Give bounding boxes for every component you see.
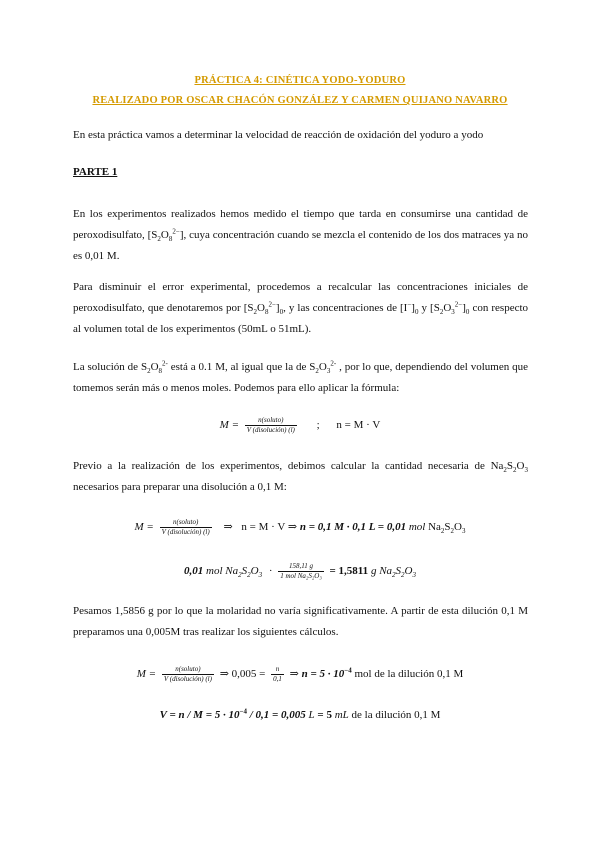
p2-text-e: y [S bbox=[418, 302, 440, 314]
equation-moles bbox=[0, 518, 600, 537]
eq3-species bbox=[225, 565, 263, 580]
eq5-l: L bbox=[308, 709, 315, 721]
p2-bracket-c: ] bbox=[462, 302, 466, 314]
p4-sub-c: 3 bbox=[524, 466, 528, 475]
p3-sub-d: 3 bbox=[326, 367, 331, 376]
document-authors: REALIZADO POR OSCAR CHACÓN GONZÁLEZ Y CARMEN QUIJANO NAVARRO bbox=[92, 95, 508, 106]
paragraph-4 bbox=[73, 456, 528, 498]
eq1-lhs: M = bbox=[219, 419, 240, 432]
p3-o: O bbox=[150, 361, 159, 373]
p2-sub-f: 3 bbox=[451, 308, 455, 317]
p2-o-2: O bbox=[443, 302, 452, 314]
eq3-o-2: O bbox=[404, 565, 413, 578]
p2-sub-b: 8 bbox=[264, 308, 269, 317]
p2-sup-a: 2− bbox=[268, 300, 276, 309]
p2-sub-g: 0 bbox=[465, 308, 470, 317]
eq3-num: 158,11 g bbox=[278, 562, 324, 572]
eq3-dot: · bbox=[268, 565, 273, 578]
eq2-sub-c: 3 bbox=[461, 527, 466, 536]
p3-text-b: está a 0.1 M, al igual que la de S bbox=[167, 361, 316, 373]
eq5-c: 5 bbox=[326, 709, 332, 721]
eq2-o: O bbox=[454, 521, 462, 534]
intro-text: En esta práctica vamos a determinar la velocidad de reacción de oxidación del yoduro a yodo bbox=[73, 129, 484, 141]
eq5-tail: de la dilución 0,1 M bbox=[351, 709, 441, 721]
eq4-fraction bbox=[162, 665, 214, 684]
eq3-sub-f: 3 bbox=[412, 571, 416, 580]
eq1-den: V (disolución) (l) bbox=[246, 426, 295, 434]
eq3-sub-e: 2 bbox=[401, 571, 405, 580]
eq3-fraction bbox=[278, 562, 324, 581]
p1-o: O bbox=[160, 229, 169, 241]
section-heading: PARTE 1 bbox=[73, 166, 118, 178]
eq3-s-2: S bbox=[395, 565, 402, 578]
eq4-fnum: n bbox=[271, 665, 284, 675]
eq2-sub-b: 2 bbox=[450, 527, 455, 536]
equation-mass bbox=[0, 562, 600, 581]
p3-sup-a: 2- bbox=[162, 359, 168, 368]
eq1-sep: ; bbox=[316, 419, 320, 432]
p4-o: O bbox=[516, 460, 525, 472]
p4-text-d: necesarios para preparar una disolución a 0,1 M: bbox=[73, 481, 287, 493]
eq2-arrow-2: ⇒ bbox=[287, 521, 298, 534]
p4-sub-a: 2 bbox=[503, 466, 507, 475]
p3-o-2: O bbox=[318, 361, 327, 373]
eq3-mol: mol bbox=[206, 565, 223, 578]
eq2-species bbox=[428, 521, 466, 536]
p3-sub-b: 8 bbox=[158, 367, 163, 376]
p4-text-a: Previo a la realización de los experimentos, debimos calcular la cantidad necesaria de Na bbox=[73, 460, 504, 472]
eq2-na: Na bbox=[428, 521, 441, 534]
paragraph-1 bbox=[73, 204, 528, 267]
eq4-tail: mol de la dilución 0,1 M bbox=[354, 668, 464, 681]
eq2-unit: mol bbox=[408, 521, 426, 534]
eq3-o: O bbox=[250, 565, 259, 578]
eq3-result: = 1,5811 bbox=[329, 565, 369, 578]
eq2-s: S bbox=[444, 521, 451, 534]
eq2-sub-a: 2 bbox=[440, 527, 445, 536]
eq2-num: n(soluto) bbox=[160, 518, 212, 528]
eq3-g: g bbox=[370, 565, 377, 578]
p3-text-a: La solución de S bbox=[73, 361, 148, 373]
p1-text-b: ], cuya concentración cuando se mezcla el contenido de los dos matraces ya no es 0,01 M. bbox=[73, 229, 528, 262]
eq5-eq: = bbox=[317, 709, 324, 721]
eq5-b: / 0,1 = 0,005 bbox=[249, 709, 306, 721]
eq4-mid: ⇒ 0,005 = bbox=[219, 668, 266, 681]
p1-sub-2: 8 bbox=[168, 235, 173, 244]
eq3-na-2: Na bbox=[379, 565, 393, 578]
p2-bracket-a: ] bbox=[275, 302, 280, 314]
eq4-fraction-2 bbox=[271, 665, 284, 684]
p2-text-g: con respecto al volumen total de los experimentos (50mL o 51mL). bbox=[73, 302, 529, 335]
eq3-sub-c: 3 bbox=[258, 571, 263, 580]
eq2-lhs: M = bbox=[134, 521, 154, 534]
p2-text-a: Para disminuir el error experimental, procedemos a recalcular las concentraciones iniciales de peroxodisulfato, que denotaremos por [S bbox=[73, 281, 528, 314]
intro-paragraph bbox=[73, 125, 528, 146]
p2-sub-d: 0 bbox=[414, 308, 419, 317]
p2-sub-e: 2 bbox=[439, 308, 444, 317]
eq4-fden: 0,1 bbox=[273, 675, 282, 683]
p3-sup-b: 2- bbox=[330, 359, 337, 368]
eq1-num: n(soluto) bbox=[245, 416, 297, 426]
eq5-a: V = n / M = 5 · 10 bbox=[159, 709, 240, 721]
eq2-calc: n = 0,1 M · 0,1 L = 0,01 bbox=[299, 521, 407, 534]
eq3-sub-a: 2 bbox=[238, 571, 242, 580]
eq4-lhs: M = bbox=[136, 668, 157, 681]
eq3-value: 0,01 bbox=[184, 565, 204, 578]
eq5-exp: −4 bbox=[239, 707, 247, 716]
p2-sub-c: 0 bbox=[279, 308, 284, 317]
p1-sup: 2− bbox=[172, 227, 180, 236]
eq3-na: Na bbox=[225, 565, 239, 578]
eq4-exp: −4 bbox=[344, 666, 352, 675]
eq3-s: S bbox=[241, 565, 248, 578]
eq3-sub-d: 2 bbox=[392, 571, 396, 580]
p1-sub-1: 2 bbox=[157, 235, 161, 244]
eq5-ml: mL bbox=[334, 709, 349, 721]
eq2-den: V (disolución) (l) bbox=[161, 528, 210, 536]
p4-s: S bbox=[506, 460, 514, 472]
eq3-den: 1 mol Na₂S₂O₃ bbox=[280, 572, 322, 580]
eq3-species-2 bbox=[379, 565, 416, 580]
eq1-rhs: n = M · V bbox=[336, 419, 381, 432]
eq4-num: n(soluto) bbox=[162, 665, 214, 675]
document-title: PRÁCTICA 4: CINÉTICA YODO-YODURO bbox=[194, 75, 406, 86]
eq2-arrow-1: ⇒ bbox=[223, 521, 233, 534]
p2-sup-c: 2− bbox=[454, 300, 463, 309]
equation-dilution-moles bbox=[0, 665, 600, 684]
p3-sub-a: 2 bbox=[147, 367, 151, 376]
p3-text-c: , por lo que, dependiendo del volumen que tomemos serán más o menos moles. Podemos para ello aplicar la fórmula: bbox=[73, 361, 528, 394]
p1-text-a: En los experimentos realizados hemos medido el tiempo que tarda en consumirse una cantidad de peroxodisulfato, [S bbox=[73, 208, 528, 241]
eq2-mid: n = M · V bbox=[241, 521, 286, 534]
eq1-fraction bbox=[245, 416, 297, 435]
p3-sub-c: 2 bbox=[315, 367, 319, 376]
paragraph-3 bbox=[73, 357, 528, 399]
eq4-calc: n = 5 · 10 bbox=[301, 668, 345, 681]
equation-volume bbox=[0, 709, 600, 721]
paragraph-5: Pesamos 1,5856 g por lo que la molaridad no varía significativamente. A partir de esta dilución 0,1 M preparamos una 0,005M tras realizar los siguientes cálculos. bbox=[73, 605, 528, 638]
p4-sub-b: 2 bbox=[513, 466, 517, 475]
paragraph-2 bbox=[73, 277, 528, 340]
equation-molarity bbox=[0, 416, 600, 435]
eq2-fraction bbox=[160, 518, 212, 537]
eq4-arrow: ⇒ bbox=[289, 668, 299, 681]
p2-o: O bbox=[257, 302, 265, 314]
p2-sub-a: 2 bbox=[253, 308, 257, 317]
eq3-sub-b: 2 bbox=[247, 571, 251, 580]
p2-bracket-b: ] bbox=[411, 302, 415, 314]
p2-sup-b: − bbox=[407, 300, 412, 309]
eq4-den: V (disolución) (l) bbox=[163, 675, 212, 683]
p2-text-c: , y las concentraciones de [I bbox=[283, 302, 408, 314]
